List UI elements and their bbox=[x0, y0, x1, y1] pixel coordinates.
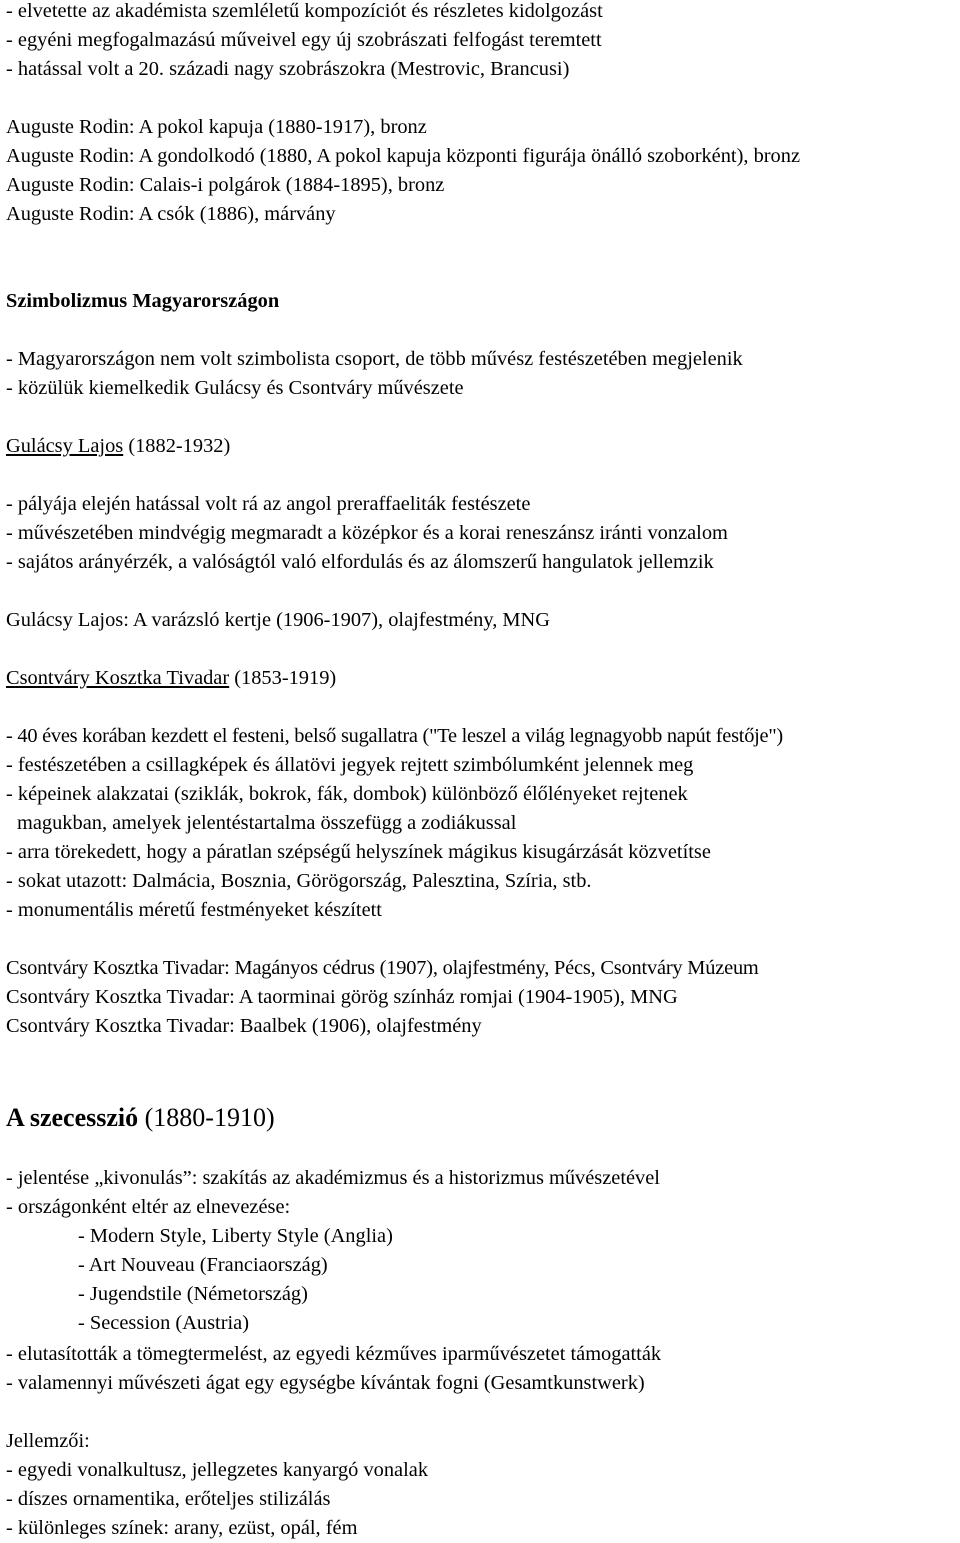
rodin-bullet: - hatással volt a 20. századi nagy szobrászokra (Mestrovic, Brancusi) bbox=[6, 58, 570, 80]
symbolism-bullet: - Magyarországon nem volt szimbolista csoport, de több művész festészetében megjelenik bbox=[6, 348, 743, 370]
feature-item: - díszes ornamentika, erőteljes stilizálás bbox=[6, 1488, 331, 1510]
csontvary-bullet: - sokat utazott: Dalmácia, Bosznia, Görögország, Palesztina, Szíria, stb. bbox=[6, 870, 592, 892]
secession-name-item: - Modern Style, Liberty Style (Anglia) bbox=[78, 1225, 393, 1247]
gulacsy-bullet: - művészetében mindvégig megmaradt a középkor és a korai reneszánsz iránti vonzalom bbox=[6, 522, 728, 544]
rodin-work: Auguste Rodin: Calais-i polgárok (1884-1895), bronz bbox=[6, 174, 445, 196]
secession-heading-title: A szecesszió bbox=[6, 1103, 139, 1132]
csontvary-bullet-continuation: magukban, amelyek jelentéstartalma összefügg a zodiákussal bbox=[17, 812, 517, 834]
rodin-work: Auguste Rodin: A pokol kapuja (1880-1917), bronz bbox=[6, 116, 427, 138]
csontvary-bullet: - képeinek alakzatai (sziklák, bokrok, fák, dombok) különböző élőlényeket rejtenek bbox=[6, 783, 688, 805]
csontvary-work: Csontváry Kosztka Tivadar: A taorminai görög színház romjai (1904-1905), MNG bbox=[6, 986, 678, 1008]
gulacsy-years: (1882-1932) bbox=[123, 435, 231, 457]
feature-item: - egyedi vonalkultusz, jellegzetes kanyargó vonalak bbox=[6, 1459, 429, 1481]
csontvary-bullet: - 40 éves korában kezdett el festeni, belső sugallatra ("Te leszel a világ legnagyobb napút festője") bbox=[6, 725, 783, 747]
secession-heading-years: (1880-1910) bbox=[138, 1103, 275, 1132]
feature-item: - különleges színek: arany, ezüst, opál, fém bbox=[6, 1517, 358, 1539]
secession-bullet: - országonként eltér az elnevezése: bbox=[6, 1196, 291, 1218]
rodin-bullet: - elvetette az akadémista szemléletű kompozíciót és részletes kidolgozást bbox=[6, 0, 603, 22]
rodin-work: Auguste Rodin: A csók (1886), márvány bbox=[6, 203, 336, 225]
gulacsy-heading bbox=[6, 432, 230, 461]
csontvary-years: (1853-1919) bbox=[229, 667, 337, 689]
csontvary-heading bbox=[6, 664, 336, 693]
rodin-bullet: - egyéni megfogalmazású műveivel egy új szobrászati felfogást teremtett bbox=[6, 29, 602, 51]
features-title: Jellemzői: bbox=[6, 1430, 90, 1452]
csontvary-work: Csontváry Kosztka Tivadar: Baalbek (1906), olajfestmény bbox=[6, 1015, 482, 1037]
gulacsy-work: Gulácsy Lajos: A varázsló kertje (1906-1907), olajfestmény, MNG bbox=[6, 609, 550, 631]
secession-bullet: - elutasították a tömegtermelést, az egyedi kézműves iparművészetet támogatták bbox=[6, 1343, 662, 1365]
secession-name-item: - Jugendstile (Németország) bbox=[78, 1283, 308, 1305]
csontvary-name: Csontváry Kosztka Tivadar bbox=[6, 667, 230, 689]
gulacsy-name: Gulácsy Lajos bbox=[6, 435, 124, 457]
secession-name-item: - Art Nouveau (Franciaország) bbox=[78, 1254, 328, 1276]
secession-bullet: - valamennyi művészeti ágat egy egységbe kívántak fogni (Gesamtkunstwerk) bbox=[6, 1372, 645, 1394]
csontvary-bullet: - monumentális méretű festményeket készített bbox=[6, 899, 382, 921]
secession-heading bbox=[6, 1101, 275, 1135]
symbolism-bullet: - közülük kiemelkedik Gulácsy és Csontváry művészete bbox=[6, 377, 464, 399]
gulacsy-bullet: - sajátos arányérzék, a valóságtól való elfordulás és az álomszerű hangulatok jellemzik bbox=[6, 551, 714, 573]
csontvary-work: Csontváry Kosztka Tivadar: Magányos cédrus (1907), olajfestmény, Pécs, Csontváry Múzeum bbox=[6, 957, 759, 979]
csontvary-bullet: - arra törekedett, hogy a páratlan szépségű helyszínek mágikus kisugárzását közvetítse bbox=[6, 841, 711, 863]
csontvary-bullet: - festészetében a csillagképek és állatövi jegyek rejtett szimbólumként jelennek meg bbox=[6, 754, 694, 776]
secession-bullet: - jelentése „kivonulás”: szakítás az akadémizmus és a historizmus művészetével bbox=[6, 1167, 660, 1189]
gulacsy-bullet: - pályája elején hatással volt rá az angol preraffaeliták festészete bbox=[6, 493, 531, 515]
rodin-work: Auguste Rodin: A gondolkodó (1880, A pokol kapuja központi figurája önálló szoborként), bronz bbox=[6, 145, 800, 167]
secession-name-item: - Secession (Austria) bbox=[78, 1312, 250, 1334]
symbolism-heading: Szimbolizmus Magyarországon bbox=[6, 290, 280, 312]
